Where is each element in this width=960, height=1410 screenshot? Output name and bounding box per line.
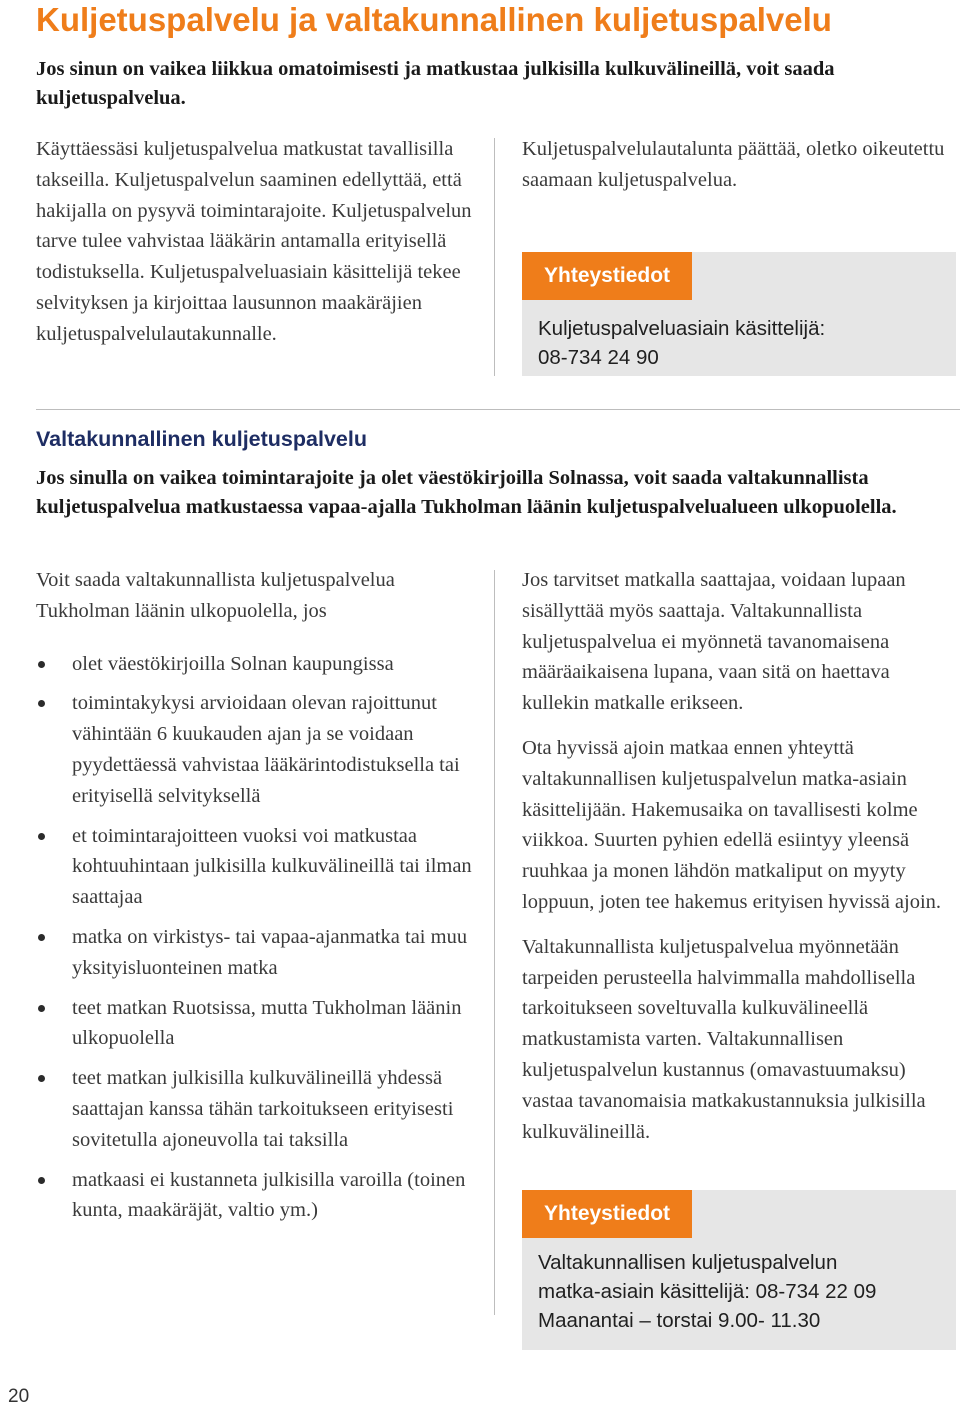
- contact-box-1-line1: Kuljetuspalveluasiain käsittelijä:: [538, 317, 826, 340]
- bullet-icon: [38, 1177, 45, 1184]
- list-item: olet väestökirjoilla Solnan kaupungissa: [36, 649, 474, 680]
- contact-box-1-phone: 08-734 24 90: [538, 346, 659, 369]
- contact-box-2-hours: Maanantai – torstai 9.00- 11.30: [538, 1309, 821, 1332]
- right-paragraph: Valtakunnallista kuljetuspalvelua myönnetään tarpeiden perusteella halvimmalla mahdollisella tarkoitukseen soveltuvalla kulkuvälineellä matkustamista varten. Valtakunnallisen kuljetuspalvelun kustannus (omavastuumaksu) vastaa tavanomaisia matkakustannuksia julkisilla kulkuvälineillä.: [522, 935, 926, 1143]
- section2-left-column: [36, 565, 474, 1235]
- section2-intro-lead: Jos sinulla on vaikea toimintarajoite ja olet väestökirjoilla Solnassa, voit saada valtakunnallista kuljetuspalvelua matkustaessa vapaa-ajalla Tukholman läänin kuljetuspalvelualueen ulkopuolella.: [36, 467, 897, 518]
- bullet-icon: [38, 1075, 45, 1082]
- intro-lead: Jos sinun on vaikea liikkua omatoimisesti ja matkustaa julkisilla kulkuvälineillä, voit saada kuljetuspalvelua.: [36, 58, 835, 109]
- column-divider: [494, 570, 495, 1315]
- list-item: toimintakykysi arvioidaan olevan rajoittunut vähintään 6 kuukauden ajan ja se voidaan pyydettäessä vahvistaa lääkärintodistuksella tai erityisellä selvityksellä: [36, 688, 474, 811]
- bullet-icon: [38, 1005, 45, 1012]
- contact-box-2-line1: Valtakunnallisen kuljetuspalvelun: [538, 1251, 838, 1274]
- right-paragraph: Jos tarvitset matkalla saattajaa, voidaan lupaan sisällyttää myös saattaja. Valtakunnallista kuljetuspalvelua ei myönnetä tavanomaisena määräaikaisena lupana, vaan sitä on haettava kullekin matkalle erikseen.: [522, 569, 906, 715]
- contact-box-2: [522, 1190, 956, 1350]
- contact-box-2-phone: matka-asiain käsittelijä: 08-734 22 09: [538, 1280, 877, 1303]
- contact-box-2-body: [538, 1248, 948, 1335]
- list-item: matka on virkistys- tai vapaa-ajanmatka tai muu yksityisluonteinen matka: [36, 922, 474, 984]
- list-item: et toimintarajoitteen vuoksi voi matkustaa kohtuuhintaan julkisilla kulkuvälineillä tai ilman saattajaa: [36, 821, 474, 913]
- contact-box-1-body: [538, 314, 948, 372]
- page-number: 20: [8, 1386, 30, 1407]
- section-divider: [36, 409, 960, 410]
- section2-right-column: [522, 565, 960, 1147]
- column-divider: [494, 138, 495, 376]
- section1-left-paragraph: Käyttäessäsi kuljetuspalvelua matkustat tavallisilla takseilla. Kuljetuspalvelun saaminen edellyttää, että hakijalla on pysyvä toimintarajoite. Kuljetuspalvelun tarve tulee vahvistaa lääkärin antamalla erityisellä todistuksella. Kuljetuspalveluasiain käsittelijä tekee selvityksen ja kirjoittaa lausunnon maakäräjien kuljetuspalvelulautakunnalle.: [36, 138, 472, 345]
- right-paragraph: Ota hyvissä ajoin matkaa ennen yhteyttä valtakunnallisen kuljetuspalvelun matka-asiain käsittelijään. Hakemusaika on tavallisesti kolme viikkoa. Suurten pyhien edellä esiintyy yleensä ruuhkaa ja monen lähdön matkaliput on myyty loppuun, joten tee hakemus erityisen hyvissä ajoin.: [522, 736, 942, 913]
- bullet-icon: [38, 833, 45, 840]
- page-title: Kuljetuspalvelu ja valtakunnallinen kuljetuspalvelu: [36, 1, 832, 38]
- bullet-icon: [38, 661, 45, 668]
- section1-right-paragraph: Kuljetuspalvelulautalunta päättää, oletko oikeutettu saamaan kuljetuspalvelua.: [522, 138, 945, 191]
- conditions-list: [36, 649, 474, 1227]
- list-item: teet matkan Ruotsissa, mutta Tukholman läänin ulkopuolella: [36, 993, 474, 1055]
- contact-box-1-heading: Yhteystiedot: [522, 252, 692, 300]
- section2-heading: Valtakunnallinen kuljetuspalvelu: [36, 427, 367, 451]
- section2-left-intro: Voit saada valtakunnallista kuljetuspalvelua Tukholman läänin ulkopuolella, jos: [36, 569, 395, 622]
- list-item: matkaasi ei kustanneta julkisilla varoilla (toinen kunta, maakäräjät, valtio ym.): [36, 1165, 474, 1227]
- bullet-icon: [38, 934, 45, 941]
- bullet-icon: [38, 700, 45, 707]
- contact-box-2-heading: Yhteystiedot: [522, 1190, 692, 1238]
- list-item: teet matkan julkisilla kulkuvälineillä yhdessä saattajan kanssa tähän tarkoitukseen erityisesti sovitetulla ajoneuvolla tai taksilla: [36, 1063, 474, 1155]
- contact-box-1: [522, 252, 956, 376]
